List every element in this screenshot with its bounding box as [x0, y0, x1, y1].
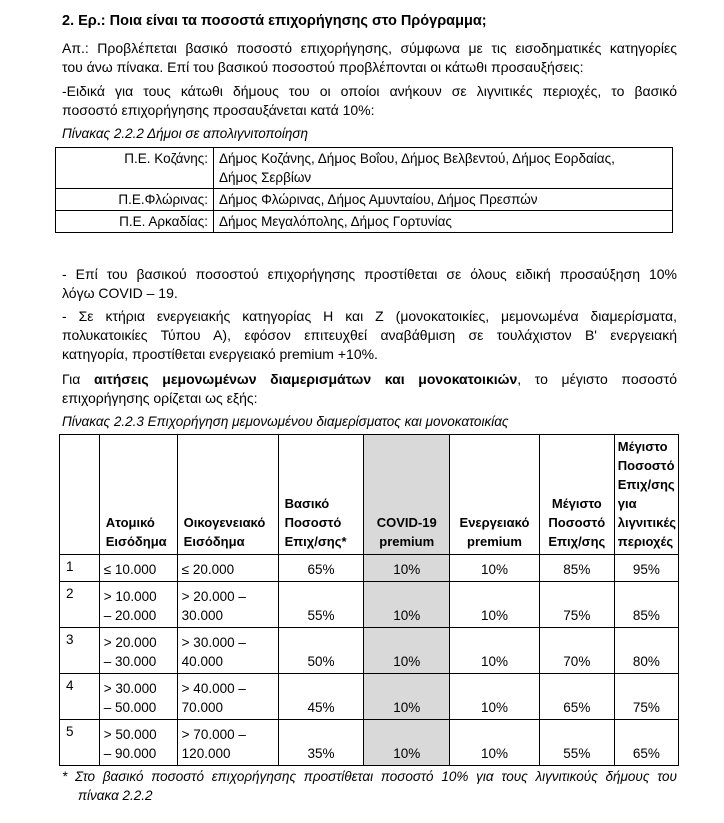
individual-income-cell: ≤ 10.000: [99, 555, 177, 582]
footnote-line-2: πίνακα 2.2.2: [78, 788, 153, 803]
max-rate-cell: 65%: [539, 674, 614, 720]
family-income-cell: > 20.000 – 30.000: [177, 582, 278, 628]
covid-premium-cell: 10%: [364, 628, 450, 674]
basic-rate-cell: 65%: [278, 555, 364, 582]
question-heading: 2. Ερ.: Ποια είναι τα ποσοστά επιχορήγησης στο Πρόγραμμα;: [62, 13, 487, 29]
energy-premium-cell: 10%: [450, 582, 540, 628]
footnote-line-1: * Στο βασικό ποσοστό επιχορήγησης προστίθεται ποσοστό 10% για τους λιγνιτικούς δήμους του: [62, 769, 677, 784]
header-individual-income: Ατομικό Εισόδημα: [99, 435, 177, 555]
covid-note-line-2: λόγω COVID – 19.: [62, 285, 178, 301]
max-rate-lignite-cell: 65%: [614, 720, 678, 766]
table-row: [60, 582, 679, 628]
apartments-note-line-1: [62, 370, 677, 389]
table-row: [56, 189, 673, 211]
lignite-note-line-2: ποσοστό επιχορήγησης προσαυξάνεται κατά 10%:: [62, 102, 375, 118]
table2-caption: Πίνακας 2.2.3 Επιχορήγηση μεμονωμένου διαμερίσματος και μονοκατοικίας: [62, 414, 509, 429]
header-family-income: Οικογενειακό Εισόδημα: [177, 435, 278, 555]
row-number: 4: [60, 674, 100, 720]
family-income-cell: > 30.000 – 40.000: [177, 628, 278, 674]
family-income-cell: ≤ 20.000: [177, 555, 278, 582]
header-max-rate: Μέγιστο Ποσοστό Επιχ/σης: [539, 435, 614, 555]
energy-premium-cell: 10%: [450, 674, 540, 720]
apartments-note-pre: Για: [62, 371, 94, 387]
individual-income-cell: > 50.000 – 90.000: [99, 720, 177, 766]
basic-rate-cell: 55%: [278, 582, 364, 628]
table1-caption: Πίνακας 2.2.2 Δήμοι σε απολιγνιτοποίηση: [62, 126, 309, 141]
max-rate-cell: 85%: [539, 555, 614, 582]
max-rate-cell: 55%: [539, 720, 614, 766]
header-number: [60, 435, 100, 555]
table-row: [60, 720, 679, 766]
individual-income-cell: > 10.000 – 20.000: [99, 582, 177, 628]
row-number: 3: [60, 628, 100, 674]
energy-premium-cell: 10%: [450, 628, 540, 674]
lignite-municipalities-table: [55, 147, 673, 233]
max-rate-lignite-cell: 80%: [614, 628, 678, 674]
max-rate-cell: 75%: [539, 582, 614, 628]
covid-premium-cell: 10%: [364, 582, 450, 628]
individual-income-cell: > 30.000 – 50.000: [99, 674, 177, 720]
municipalities-line: Δήμος Σερβίων: [219, 170, 312, 185]
municipalities-cell: Δήμος Φλώρινας, Δήμος Αμυνταίου, Δήμος Πρεσπών: [214, 189, 673, 211]
table-row: [60, 628, 679, 674]
energy-premium-cell: 10%: [450, 555, 540, 582]
municipalities-cell: Δήμος Μεγαλόπολης, Δήμος Γορτυνίας: [214, 211, 673, 233]
apartments-note-line-2: επιχορήγησης ορίζεται ως εξής:: [62, 390, 258, 406]
table-header-row: [60, 435, 679, 555]
row-number: 1: [60, 555, 100, 582]
basic-rate-cell: 45%: [278, 674, 364, 720]
header-basic-rate: Βασικό Ποσοστό Επιχ/σης*: [278, 435, 364, 555]
max-rate-lignite-cell: 85%: [614, 582, 678, 628]
municipalities-cell: [214, 148, 673, 189]
lignite-note-line-1: -Ειδικά για τους κάτωθι δήμους του οι οποίοι ανήκουν σε λιγνιτικές περιοχές, το βασικό: [62, 83, 677, 99]
covid-premium-cell: 10%: [364, 674, 450, 720]
answer-line-1: Απ.: Προβλέπεται βασικό ποσοστό επιχορήγησης, σύμφωνα με τις εισοδηματικές κατηγορίες: [62, 40, 677, 56]
energy-note-line-2: πολυκατοικίες Τύπου Α), εφόσον επιτευχθεί αναβάθμιση σε τουλάχιστον Β' ενεργειακή: [62, 327, 677, 343]
header-covid-premium: COVID-19 premium: [364, 435, 450, 555]
row-number: 2: [60, 582, 100, 628]
energy-note-line-1: - Σε κτήρια ενεργειακής κατηγορίας Η και Ζ (μονοκατοικίες, μεμονωμένα διαμερίσματα,: [62, 308, 677, 324]
max-rate-cell: 70%: [539, 628, 614, 674]
row-number: 5: [60, 720, 100, 766]
subsidy-rates-table: [59, 434, 679, 766]
apartments-note-bold: αιτήσεις μεμονωμένων διαμερισμάτων και μονοκατοικιών: [93, 371, 518, 387]
header-max-rate-lignite: Μέγιστο Ποσοστό Επιχ/σης για λιγνιτικές περιοχές: [614, 435, 678, 555]
table-row: [60, 555, 679, 582]
energy-premium-cell: 10%: [450, 720, 540, 766]
region-cell: Π.Ε. Αρκαδίας:: [56, 211, 214, 233]
municipalities-line: Δήμος Κοζάνης, Δήμος Βοΐου, Δήμος Βελβεντού, Δήμος Εορδαίας,: [219, 151, 615, 166]
covid-premium-cell: 10%: [364, 720, 450, 766]
apartments-note-post: , το μέγιστο ποσοστό: [517, 371, 678, 387]
covid-note-line-1: - Επί του βασικού ποσοστού επιχορήγησης προστίθεται σε όλους ειδική προσαύξηση 10%: [62, 266, 677, 282]
covid-premium-cell: 10%: [364, 555, 450, 582]
region-cell: Π.Ε.Φλώρινας:: [56, 189, 214, 211]
individual-income-cell: > 20.000 – 30.000: [99, 628, 177, 674]
answer-line-2: του άνω πίνακα. Επί του βασικού ποσοστού προβλέπονται οι κάτωθι προσαυξήσεις:: [62, 59, 584, 75]
max-rate-lignite-cell: 75%: [614, 674, 678, 720]
basic-rate-cell: 35%: [278, 720, 364, 766]
table-row: [60, 674, 679, 720]
family-income-cell: > 40.000 – 70.000: [177, 674, 278, 720]
family-income-cell: > 70.000 – 120.000: [177, 720, 278, 766]
max-rate-lignite-cell: 95%: [614, 555, 678, 582]
table-row: [56, 211, 673, 233]
table-row: [56, 148, 673, 189]
basic-rate-cell: 50%: [278, 628, 364, 674]
energy-note-line-3: κατηγορία, προστίθεται ενεργειακό premium +10%.: [62, 346, 378, 362]
header-energy-premium: Ενεργειακό premium: [450, 435, 540, 555]
region-cell: Π.Ε. Κοζάνης:: [56, 148, 214, 189]
